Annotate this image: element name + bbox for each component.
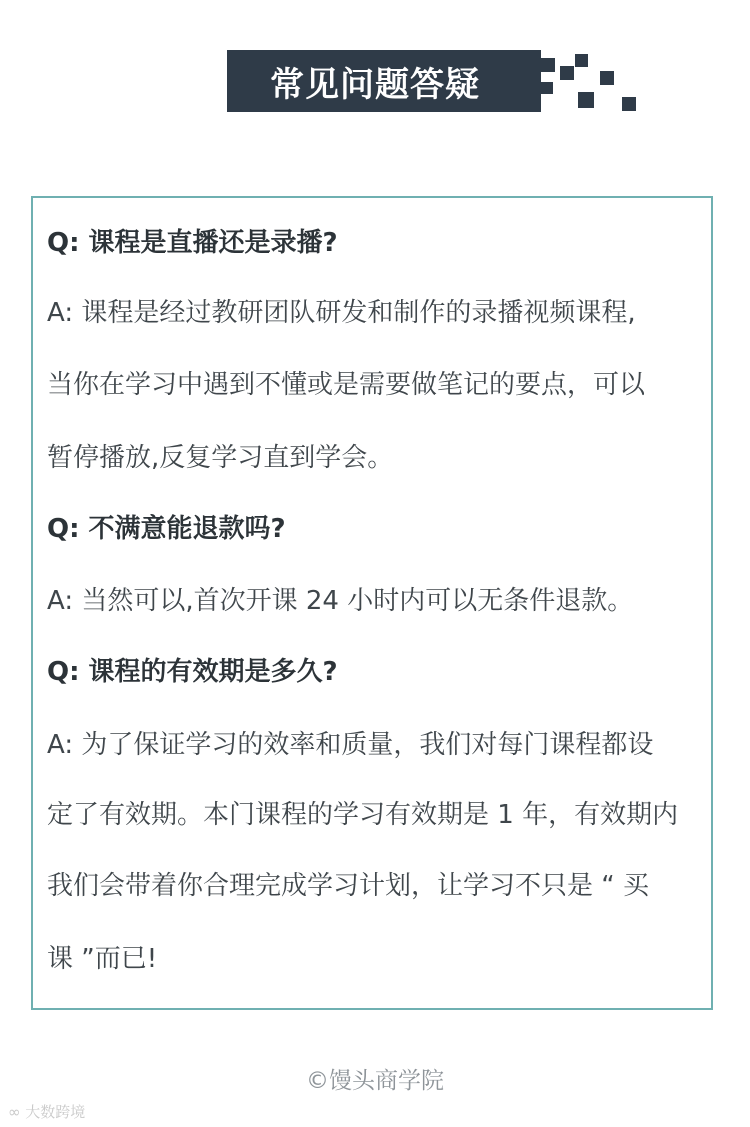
faq-answer-3-line-4: 课 ”而已!: [47, 944, 158, 974]
decorative-pixel: [622, 97, 636, 111]
decorative-pixel: [541, 82, 553, 94]
faq-answer-3-line-1: A: 为了保证学习的效率和质量，我们对每门课程都设: [47, 730, 654, 760]
section-title: [227, 50, 523, 112]
decorative-pixel: [578, 92, 594, 108]
watermark: [8, 1101, 85, 1122]
decorative-pixel: [600, 71, 614, 85]
faq-question-1: Q: 课程是直播还是录播?: [47, 228, 338, 258]
watermark-text: 大数跨境: [25, 1103, 86, 1121]
decorative-pixel: [560, 66, 574, 80]
faq-answer-3-line-3: 我们会带着你合理完成学习计划，让学习不只是 “ 买: [47, 871, 649, 901]
faq-answer-1-line-1: A: 课程是经过教研团队研发和制作的录播视频课程,: [47, 298, 636, 328]
footer-copyright: ©馒头商学院: [306, 1068, 444, 1094]
faq-answer-2-line-1: A: 当然可以,首次开课 24 小时内可以无条件退款。: [47, 586, 634, 616]
decorative-pixel: [541, 58, 555, 72]
decorative-pixel: [575, 54, 588, 67]
faq-question-3: Q: 课程的有效期是多久?: [47, 657, 338, 687]
decorative-block: [523, 50, 541, 112]
faq-answer-1-line-2: 当你在学习中遇到不懂或是需要做笔记的要点，可以: [47, 370, 646, 400]
faq-question-2: Q: 不满意能退款吗?: [47, 514, 286, 544]
faq-answer-1-line-3: 暂停播放,反复学习直到学会。: [47, 443, 394, 473]
watermark-logo-icon: ∞: [8, 1103, 26, 1121]
section-title-text: 常见问题答疑: [270, 64, 480, 105]
faq-answer-3-line-2: 定了有效期。本门课程的学习有效期是 1 年，有效期内: [47, 800, 679, 830]
